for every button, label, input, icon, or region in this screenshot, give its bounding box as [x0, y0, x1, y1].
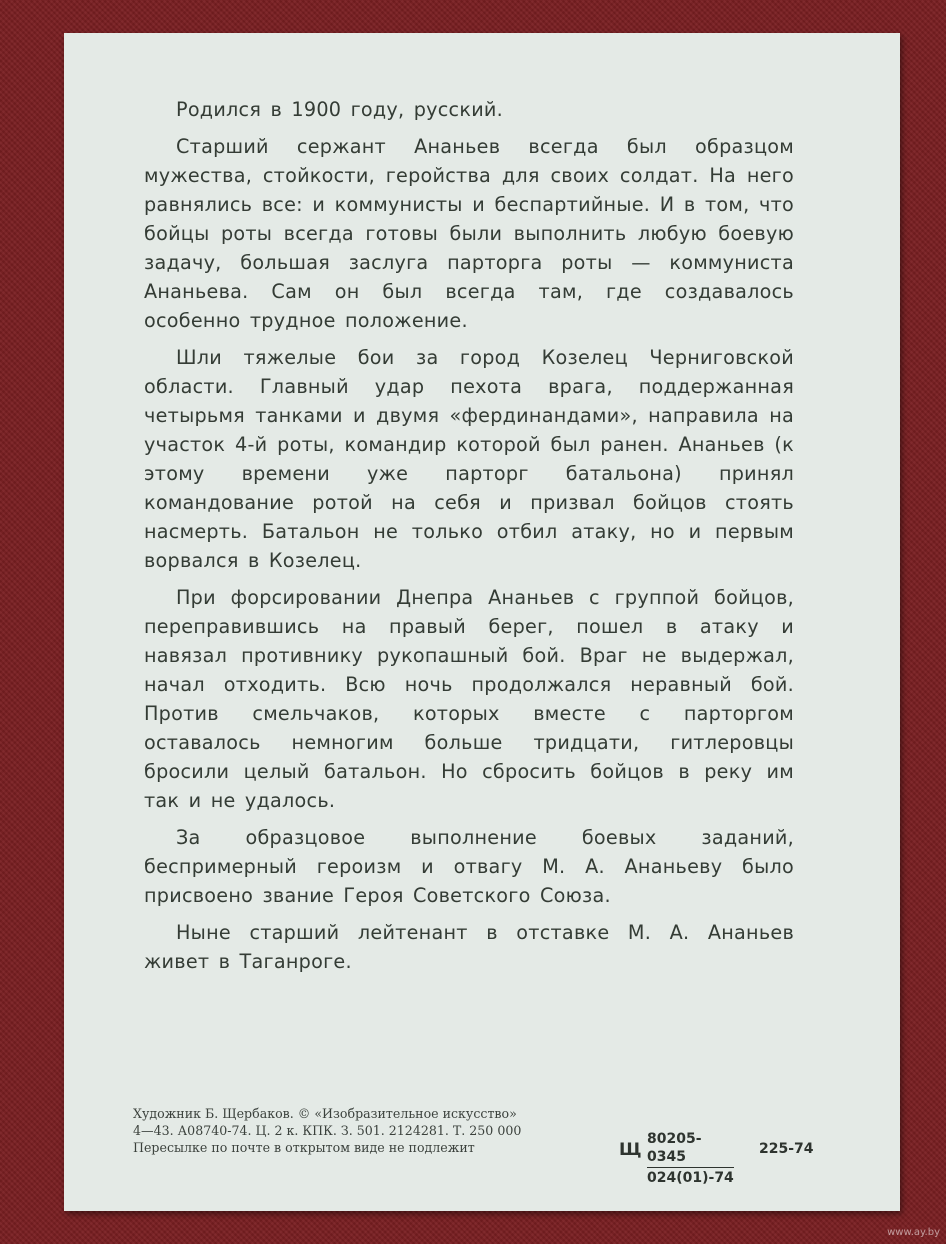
- site-watermark: www.ay.by: [887, 1227, 940, 1238]
- catalog-fraction: [647, 1130, 734, 1187]
- paragraph-birth: Родился в 1900 году, русский.: [176, 98, 503, 121]
- imprint-line-postal-note: Пересылке по почте в открытом виде не подлежит: [133, 1140, 475, 1155]
- catalog-price-code: 225-74: [759, 1141, 814, 1157]
- publisher-imprint: [133, 1105, 653, 1156]
- catalog-denominator: 024(01)-74: [647, 1170, 734, 1186]
- paragraph-dnieper: При форсировании Днепра Ананьев с группой бойцов, переправившись на правый берег, пошел в атаку и навязал противнику рукопашный бой. Враг не выдержал, начал отходить. Всю ночь продолжался неравный бой. Против смельчаков, которых вместе с парторгом оставалось немногим больше тридцати, гитлеровцы бросили целый батальон. Но сбросить бойцов в реку им так и не удалось.: [144, 586, 794, 812]
- catalog-letter: Щ: [619, 1140, 642, 1160]
- postcard-back: [64, 33, 900, 1211]
- paragraph-kozelets: Шли тяжелые бои за город Козелец Черниговской области. Главный удар пехота врага, поддержанная четырьмя танками и двумя «фердинандами», направила на участок 4-й роты, командир которой был ранен. Ананьев (к этому времени уже парторг батальона) принял командование ротой на себя и призвал бойцов стоять насмерть. Батальон не только отбил атаку, но и первым ворвался в Козелец.: [144, 346, 794, 572]
- imprint-line-artist: Художник Б. Щербаков. © «Изобразительное искусство»: [133, 1106, 517, 1121]
- catalog-numerator: 80205-0345: [647, 1130, 734, 1168]
- paragraph-award: За образцовое выполнение боевых заданий, беспримерный героизм и отвагу М. А. Ананьеву было присвоено звание Героя Советского Союза.: [144, 826, 794, 907]
- paragraph-present: Ныне старший лейтенант в отставке М. А. Ананьев живет в Таганроге.: [144, 921, 794, 973]
- paragraph-character: Старший сержант Ананьев всегда был образцом мужества, стойкости, геройства для своих солдат. На него равнялись все: и коммунисты и беспартийные. И в том, что бойцы роты всегда готовы были выполнить любую боевую задачу, большая заслуга парторга роты — коммуниста Ананьева. Сам он был всегда там, где создавалось особенно трудное положение.: [144, 135, 794, 332]
- imprint-line-print-info: 4—43. А08740-74. Ц. 2 к. КПК. З. 501. 2124281. Т. 250 000: [133, 1123, 522, 1138]
- biography-text: [144, 95, 794, 984]
